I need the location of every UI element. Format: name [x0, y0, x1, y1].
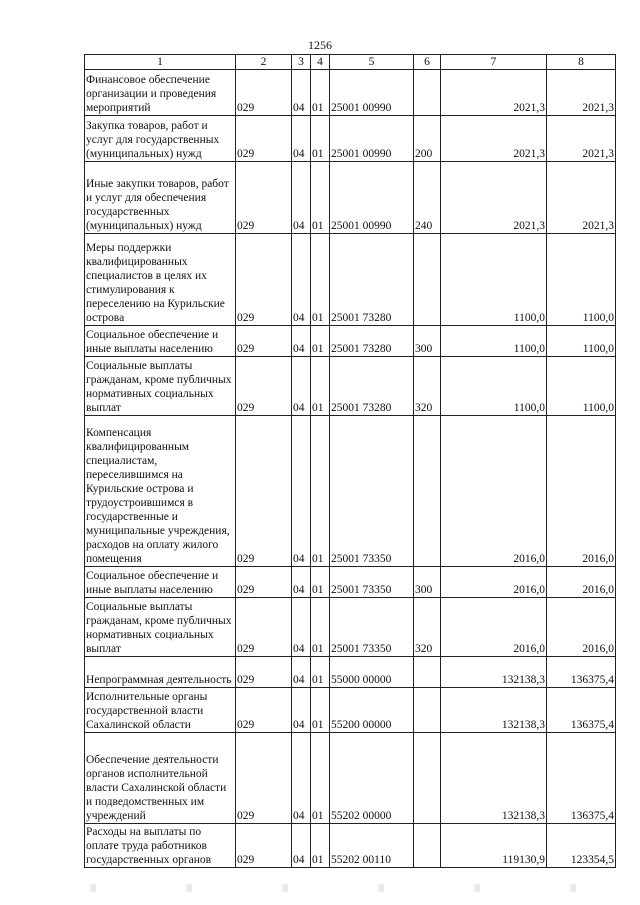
row-value-cell — [414, 416, 441, 567]
row-name-cell: Финансовое обеспечение организации и проведения мероприятий — [85, 70, 236, 116]
row-value-cell: 132138,3 — [441, 688, 547, 733]
row-value-cell: 25001 73350 — [330, 416, 414, 567]
row-value-cell: 04 — [292, 416, 311, 567]
row-value-cell: 029 — [236, 824, 292, 868]
row-value-cell: 01 — [311, 416, 330, 567]
row-value-cell: 01 — [311, 234, 330, 326]
row-value-cell: 132138,3 — [441, 657, 547, 688]
row-value-cell: 029 — [236, 162, 292, 234]
table-row — [85, 688, 616, 733]
row-value-cell: 2021,3 — [441, 116, 547, 162]
table-row — [85, 567, 616, 598]
row-value-cell: 04 — [292, 733, 311, 824]
row-value-cell: 01 — [311, 824, 330, 868]
table-row — [85, 824, 616, 868]
row-value-cell: 029 — [236, 357, 292, 416]
row-value-cell: 029 — [236, 733, 292, 824]
row-value-cell: 029 — [236, 688, 292, 733]
row-value-cell: 25001 73280 — [330, 234, 414, 326]
row-value-cell: 1100,0 — [547, 234, 616, 326]
row-value-cell: 01 — [311, 598, 330, 657]
row-value-cell: 029 — [236, 567, 292, 598]
row-value-cell: 04 — [292, 70, 311, 116]
row-value-cell: 04 — [292, 326, 311, 357]
column-header: 4 — [311, 55, 330, 70]
row-value-cell: 029 — [236, 116, 292, 162]
row-value-cell: 2021,3 — [547, 162, 616, 234]
row-value-cell: 04 — [292, 357, 311, 416]
row-value-cell: 55202 00000 — [330, 733, 414, 824]
column-header: 3 — [292, 55, 311, 70]
table-row — [85, 162, 616, 234]
row-value-cell: 200 — [414, 116, 441, 162]
table-row — [85, 657, 616, 688]
column-header: 6 — [414, 55, 441, 70]
row-value-cell: 029 — [236, 326, 292, 357]
row-value-cell: 25001 73280 — [330, 357, 414, 416]
row-value-cell: 04 — [292, 657, 311, 688]
page-number: 1256 — [308, 38, 332, 52]
row-value-cell: 55000 00000 — [330, 657, 414, 688]
row-value-cell: 2016,0 — [547, 598, 616, 657]
table-row — [85, 116, 616, 162]
row-name-cell: Обеспечение деятельности органов исполнительной власти Сахалинской области и подведомственных им учреждений — [85, 733, 236, 824]
row-value-cell: 2021,3 — [441, 70, 547, 116]
row-name-cell: Непрограммная деятельность — [85, 657, 236, 688]
row-value-cell: 1100,0 — [441, 357, 547, 416]
row-value-cell: 55202 00110 — [330, 824, 414, 868]
row-value-cell: 01 — [311, 733, 330, 824]
row-value-cell — [414, 824, 441, 868]
scan-noise — [0, 884, 640, 892]
table-row — [85, 234, 616, 326]
table-row — [85, 70, 616, 116]
column-header: 2 — [236, 55, 292, 70]
row-value-cell: 01 — [311, 357, 330, 416]
row-value-cell: 25001 73280 — [330, 326, 414, 357]
row-value-cell: 2021,3 — [441, 162, 547, 234]
row-value-cell: 04 — [292, 567, 311, 598]
table-row — [85, 416, 616, 567]
row-name-cell: Социальное обеспечение и иные выплаты населению — [85, 326, 236, 357]
row-value-cell: 25001 73350 — [330, 567, 414, 598]
row-value-cell — [414, 70, 441, 116]
row-value-cell: 01 — [311, 657, 330, 688]
row-value-cell: 01 — [311, 70, 330, 116]
column-header: 8 — [547, 55, 616, 70]
row-value-cell: 25001 00990 — [330, 162, 414, 234]
table-row — [85, 357, 616, 416]
column-header: 7 — [441, 55, 547, 70]
row-value-cell: 029 — [236, 416, 292, 567]
row-value-cell — [414, 234, 441, 326]
row-value-cell: 1100,0 — [547, 326, 616, 357]
table-row — [85, 598, 616, 657]
row-value-cell: 04 — [292, 688, 311, 733]
row-value-cell: 2021,3 — [547, 116, 616, 162]
row-value-cell: 25001 73350 — [330, 598, 414, 657]
row-name-cell: Социальные выплаты гражданам, кроме публичных нормативных социальных выплат — [85, 357, 236, 416]
row-value-cell: 136375,4 — [547, 657, 616, 688]
column-header: 1 — [85, 55, 236, 70]
row-value-cell: 04 — [292, 162, 311, 234]
row-value-cell: 320 — [414, 357, 441, 416]
row-value-cell: 04 — [292, 824, 311, 868]
row-value-cell: 2016,0 — [441, 598, 547, 657]
row-value-cell: 04 — [292, 234, 311, 326]
row-name-cell: Компенсация квалифицированным специалистам, переселившимся на Курильские острова и трудоустроившимся в государственные и муниципальные учреждения, расходов на оплату жилого помещения — [85, 416, 236, 567]
row-value-cell: 2016,0 — [441, 567, 547, 598]
column-header: 5 — [330, 55, 414, 70]
row-value-cell: 04 — [292, 116, 311, 162]
row-value-cell: 01 — [311, 116, 330, 162]
row-value-cell: 2016,0 — [547, 416, 616, 567]
row-value-cell: 04 — [292, 598, 311, 657]
row-value-cell: 119130,9 — [441, 824, 547, 868]
row-value-cell: 1100,0 — [441, 234, 547, 326]
row-name-cell: Закупка товаров, работ и услуг для государственных (муниципальных) нужд — [85, 116, 236, 162]
row-name-cell: Социальные выплаты гражданам, кроме публичных нормативных социальных выплат — [85, 598, 236, 657]
row-value-cell: 2016,0 — [441, 416, 547, 567]
row-value-cell: 55200 00000 — [330, 688, 414, 733]
row-value-cell: 300 — [414, 567, 441, 598]
row-value-cell: 300 — [414, 326, 441, 357]
row-name-cell: Иные закупки товаров, работ и услуг для обеспечения государственных (муниципальных) нужд — [85, 162, 236, 234]
row-value-cell: 1100,0 — [547, 357, 616, 416]
row-value-cell: 2016,0 — [547, 567, 616, 598]
row-value-cell: 029 — [236, 598, 292, 657]
budget-table — [84, 54, 616, 868]
row-value-cell: 2021,3 — [547, 70, 616, 116]
row-value-cell: 01 — [311, 326, 330, 357]
row-name-cell: Расходы на выплаты по оплате труда работников государственных органов — [85, 824, 236, 868]
row-value-cell: 029 — [236, 234, 292, 326]
table-row — [85, 733, 616, 824]
row-name-cell: Меры поддержки квалифицированных специалистов в целях их стимулирования к переселению на Курильские острова — [85, 234, 236, 326]
row-value-cell: 1100,0 — [441, 326, 547, 357]
row-value-cell: 123354,5 — [547, 824, 616, 868]
row-value-cell: 01 — [311, 688, 330, 733]
table-header-row — [85, 55, 616, 70]
row-name-cell: Социальное обеспечение и иные выплаты населению — [85, 567, 236, 598]
row-value-cell: 01 — [311, 567, 330, 598]
row-value-cell — [414, 733, 441, 824]
row-value-cell: 136375,4 — [547, 733, 616, 824]
row-value-cell: 029 — [236, 70, 292, 116]
table-row — [85, 326, 616, 357]
row-value-cell: 136375,4 — [547, 688, 616, 733]
row-value-cell — [414, 688, 441, 733]
row-value-cell: 320 — [414, 598, 441, 657]
row-value-cell: 132138,3 — [441, 733, 547, 824]
row-value-cell: 25001 00990 — [330, 116, 414, 162]
row-value-cell — [414, 657, 441, 688]
row-value-cell: 01 — [311, 162, 330, 234]
row-name-cell: Исполнительные органы государственной власти Сахалинской области — [85, 688, 236, 733]
row-value-cell: 25001 00990 — [330, 70, 414, 116]
row-value-cell: 240 — [414, 162, 441, 234]
row-value-cell: 029 — [236, 657, 292, 688]
